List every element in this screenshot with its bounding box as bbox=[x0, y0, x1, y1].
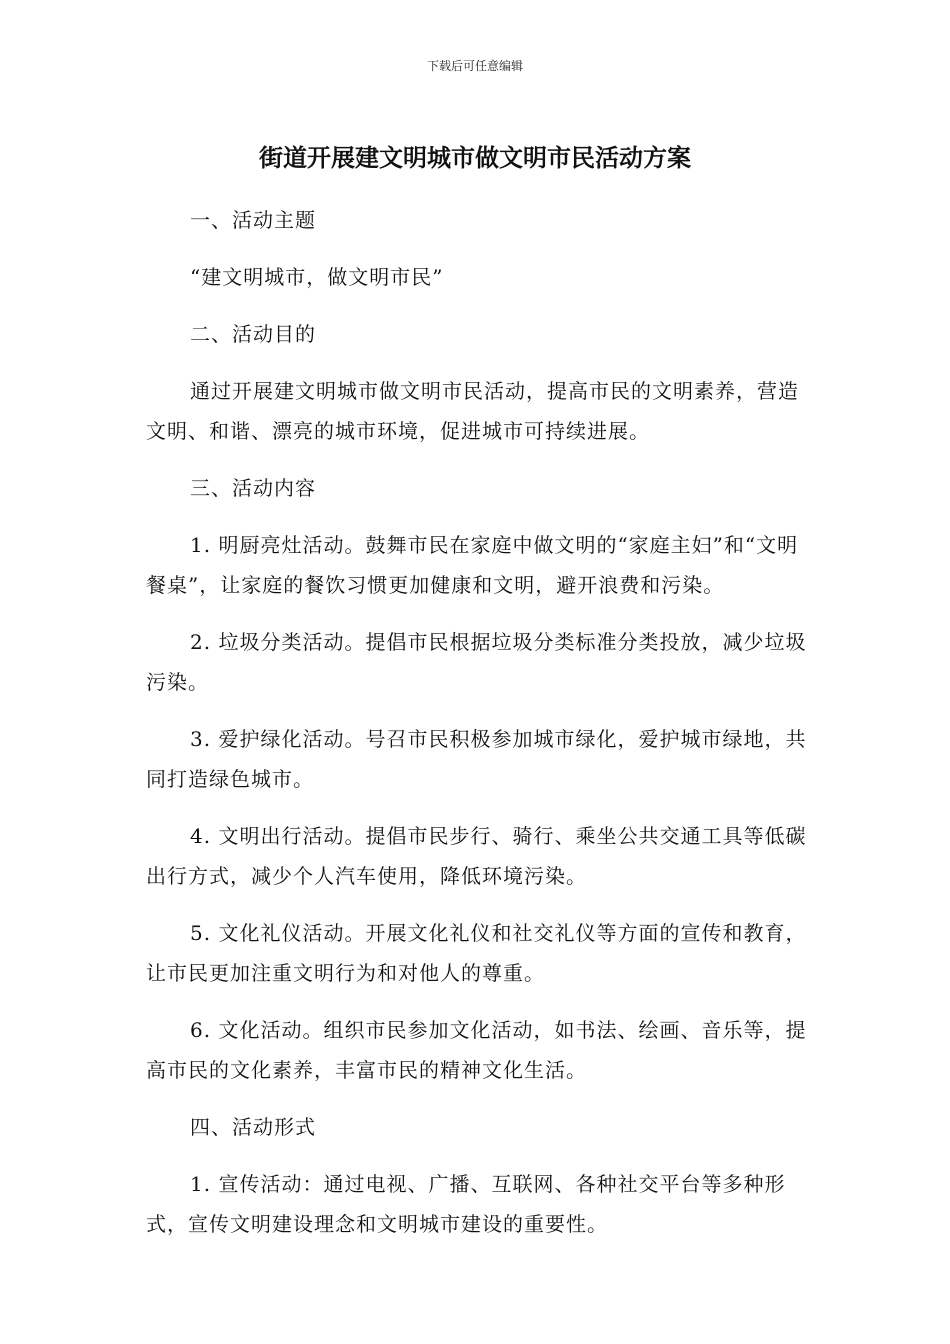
content-item: 2. 垃圾分类活动。提倡市民根据垃圾分类标准分类投放，减少垃圾污染。 bbox=[146, 630, 807, 694]
form-item: 1. 宣传活动：通过电视、广播、互联网、各种社交平台等多种形式，宣传文明建设理念和文明城市建设的重要性。 bbox=[146, 1172, 786, 1236]
content-item: 3. 爱护绿化活动。号召市民积极参加城市绿化，爱护城市绿地，共同打造绿色城市。 bbox=[146, 727, 807, 791]
content-item: 6. 文化活动。组织市民参加文化活动，如书法、绘画、音乐等，提高市民的文化素养，丰富市民的精神文化生活。 bbox=[146, 1018, 807, 1082]
purpose-paragraph: 通过开展建文明城市做文明市民活动，提高市民的文明素养，营造文明、和谐、漂亮的城市环境，促进城市可持续进展。 bbox=[146, 379, 799, 443]
document-title: 街道开展建文明城市做文明市民活动方案 bbox=[259, 144, 691, 172]
section-heading-theme: 一、活动主题 bbox=[190, 208, 316, 232]
header-note: 下载后可任意编辑 bbox=[426, 59, 523, 73]
theme-slogan: “建文明城市，做文明市民” bbox=[190, 265, 444, 289]
document-body bbox=[146, 200, 816, 1244]
section-heading-content: 三、活动内容 bbox=[190, 476, 316, 500]
content-item: 4. 文明出行活动。提倡市民步行、骑行、乘坐公共交通工具等低碳出行方式，减少个人汽车使用，降低环境污染。 bbox=[146, 824, 807, 888]
section-heading-form: 四、活动形式 bbox=[190, 1115, 316, 1139]
content-item: 5. 文化礼仪活动。开展文化礼仪和社交礼仪等方面的宣传和教育，让市民更加注重文明行为和对他人的尊重。 bbox=[146, 921, 807, 985]
content-item: 1. 明厨亮灶活动。鼓舞市民在家庭中做文明的“家庭主妇”和“文明餐桌”，让家庭的餐饮习惯更加健康和文明，避开浪费和污染。 bbox=[146, 533, 799, 597]
section-heading-purpose: 二、活动目的 bbox=[190, 322, 316, 346]
